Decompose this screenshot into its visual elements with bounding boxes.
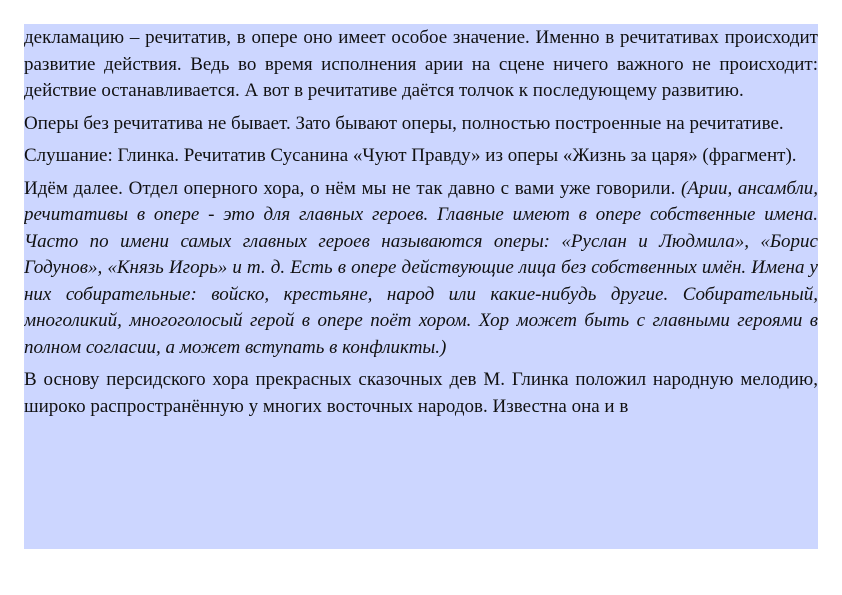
paragraph-listening bbox=[24, 143, 818, 170]
paragraph-text: Оперы без речитатива не бывает. Зато бывают оперы, полностью построенные на речитативе. bbox=[24, 112, 784, 134]
paragraph-text: декламацию – речитатив, в опере оно имеет особое значение. Именно в речитативах происходит развитие действия. Ведь во время исполнения арии на сцене ничего важного не происходит: действие останавливается. А вот в речитативе даётся толчок к последующему развитию. bbox=[24, 27, 818, 101]
paragraph-persian-chorus bbox=[24, 367, 818, 420]
highlighted-text-block bbox=[24, 24, 818, 549]
paragraph-opera-chorus bbox=[24, 176, 818, 362]
paragraph-text: Слушание: Глинка. Речитатив Сусанина «Чуют Правду» из оперы «Жизнь за царя» (фрагмент). bbox=[24, 145, 797, 166]
paragraph-recitative-operas bbox=[24, 111, 818, 138]
paragraph-text: Идём далее. Отдел оперного хора, о нём мы не так давно с вами уже говорили. bbox=[24, 177, 676, 199]
paragraph-text: В основу персидского хора прекрасных сказочных дев М. Глинка положил народную мелодию, широко распространённую у многих восточных народов. Известна она и в bbox=[24, 369, 818, 417]
paragraph-italic-note: (Арии, ансамбли, речитативы в опере - это для главных героев. Главные имеют в опере собственные имена. Часто по имени самых главных героев называются оперы: «Руслан и Людмила», «Борис Годунов», «Князь Игорь» и т. д. Есть в опере действующие лица без собственных имён. Имена у них собирательные: войско, крестьяне, народ или какие-нибудь другие. Собирательный, многоликий, многоголосый герой в опере поёт хором. Хор может быть с главными героями в полном согласии, а может вступать в конфликты.) bbox=[24, 177, 818, 358]
paragraph-recitative-importance bbox=[24, 25, 818, 105]
